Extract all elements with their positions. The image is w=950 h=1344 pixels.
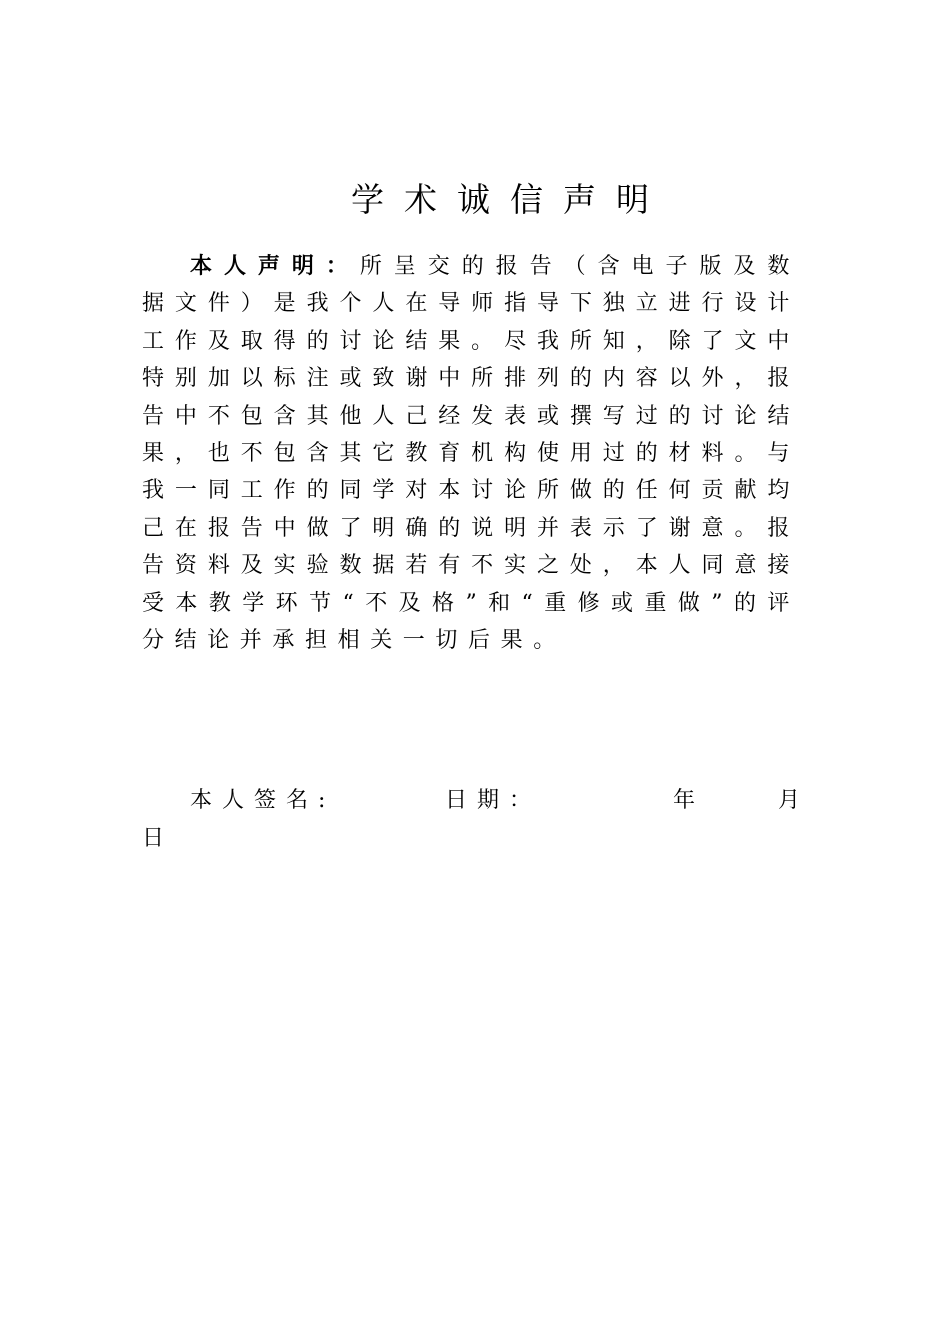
- declaration-lead: 本人声明：: [190, 254, 360, 279]
- declaration-text: 所呈交的报告（含电子版及数据文件）是我个人在导师指导下独立进行设计工作及取得的讨论结果。尽我所知，除了文中特别加以标注或致谢中所排列的内容以外，报告中不包含其他人己经发表或撰写过的讨论结果，也不包含其它教育机构使用过的材料。与我一同工作的同学对本讨论所做的任何贡献均己在报告中做了明确的说明并表示了谢意。报告资料及实验数据若有不实之处，本人同意接受本教学环节“不及格”和“重修或重做”的评分结论并承担相关一切后果。: [142, 254, 800, 654]
- declaration-paragraph: [142, 248, 800, 659]
- date-label: 日期：: [445, 788, 542, 813]
- signature-label: 本人签名:: [190, 788, 336, 813]
- day-label: 日: [142, 826, 165, 851]
- page-title: 学术诚信声明: [351, 180, 669, 219]
- signature-line: [190, 782, 810, 820]
- month-label: 月: [777, 788, 810, 813]
- year-label: 年: [673, 788, 706, 813]
